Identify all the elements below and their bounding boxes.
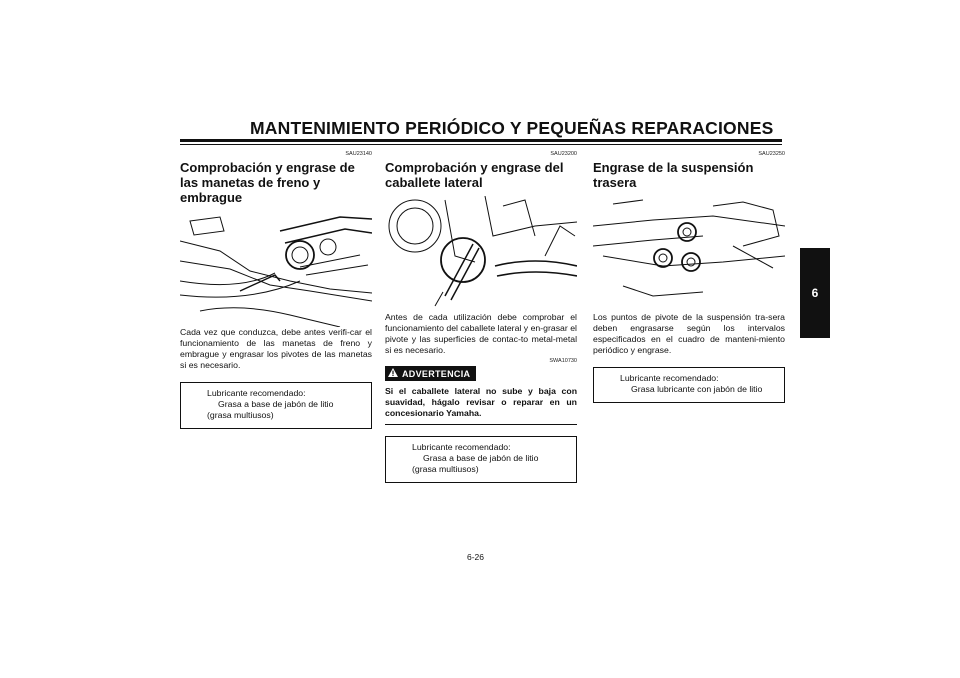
- page-header-title: MANTENIMIENTO PERIÓDICO Y PEQUEÑAS REPARACIONES: [250, 118, 774, 138]
- section-lever-lubrication: [180, 150, 372, 429]
- lubricant-label: Lubricante recomendado:: [207, 388, 306, 398]
- chapter-tab: 6: [800, 248, 830, 338]
- header-rule-thick: [180, 139, 782, 142]
- section-code: SAU23250: [758, 151, 785, 157]
- rear-suspension-illustration: [593, 196, 785, 312]
- header-rule-thin: [180, 144, 782, 145]
- section-title: Engrase de la suspensión trasera: [593, 160, 754, 190]
- lubricant-line: Grasa a base de jabón de litio: [423, 453, 539, 463]
- lubricant-box: [385, 436, 577, 483]
- section-rear-suspension-lubrication: [593, 150, 785, 403]
- lubricant-box: [593, 367, 785, 403]
- warning-text: Si el caballete lateral no sube y baja con suavidad, hágalo revisar o reparar en un concesionario Yamaha.: [385, 386, 577, 425]
- lubricant-label: Lubricante recomendado:: [620, 373, 719, 383]
- sidestand-illustration: [385, 196, 577, 312]
- warning-triangle-icon: [388, 368, 398, 379]
- section-title: Comprobación y engrase del caballete lateral: [385, 160, 564, 190]
- section-code: SAU23200: [550, 151, 577, 157]
- section-body-text: Cada vez que conduzca, debe antes verifi-car el funcionamiento de las manetas de freno y embrague y engrasar los pivotes de las manetas si es necesario.: [180, 327, 372, 370]
- lubricant-line: Grasa a base de jabón de litio: [218, 399, 334, 409]
- warning-badge: [385, 366, 476, 381]
- warning-code: SWA10730: [549, 358, 577, 364]
- lubricant-line: (grasa multiusos): [412, 464, 479, 474]
- lubricant-label: Lubricante recomendado:: [412, 442, 511, 452]
- section-sidestand-lubrication: [385, 150, 577, 483]
- lubricant-line: (grasa multiusos): [207, 410, 274, 420]
- section-body-text: Antes de cada utilización debe comprobar el funcionamiento del caballete lateral y en-grasar el pivote y las superficies de contac-to metal-metal si es necesario.: [385, 312, 577, 355]
- section-title: Comprobación y engrase de las manetas de freno y embrague: [180, 160, 355, 205]
- lubricant-box: [180, 382, 372, 429]
- lubricant-line: Grasa lubricante con jabón de litio: [631, 384, 763, 394]
- warning-label: ADVERTENCIA: [402, 368, 471, 379]
- section-body-text: Los puntos de pivote de la suspensión tra-sera deben engrasarse según los intervalos especificados en el cuadro de manteni-miento periódico y engrase.: [593, 312, 785, 355]
- section-code: SAU23140: [345, 151, 372, 157]
- page-number: 6-26: [467, 552, 485, 562]
- lever-illustration: [180, 211, 372, 327]
